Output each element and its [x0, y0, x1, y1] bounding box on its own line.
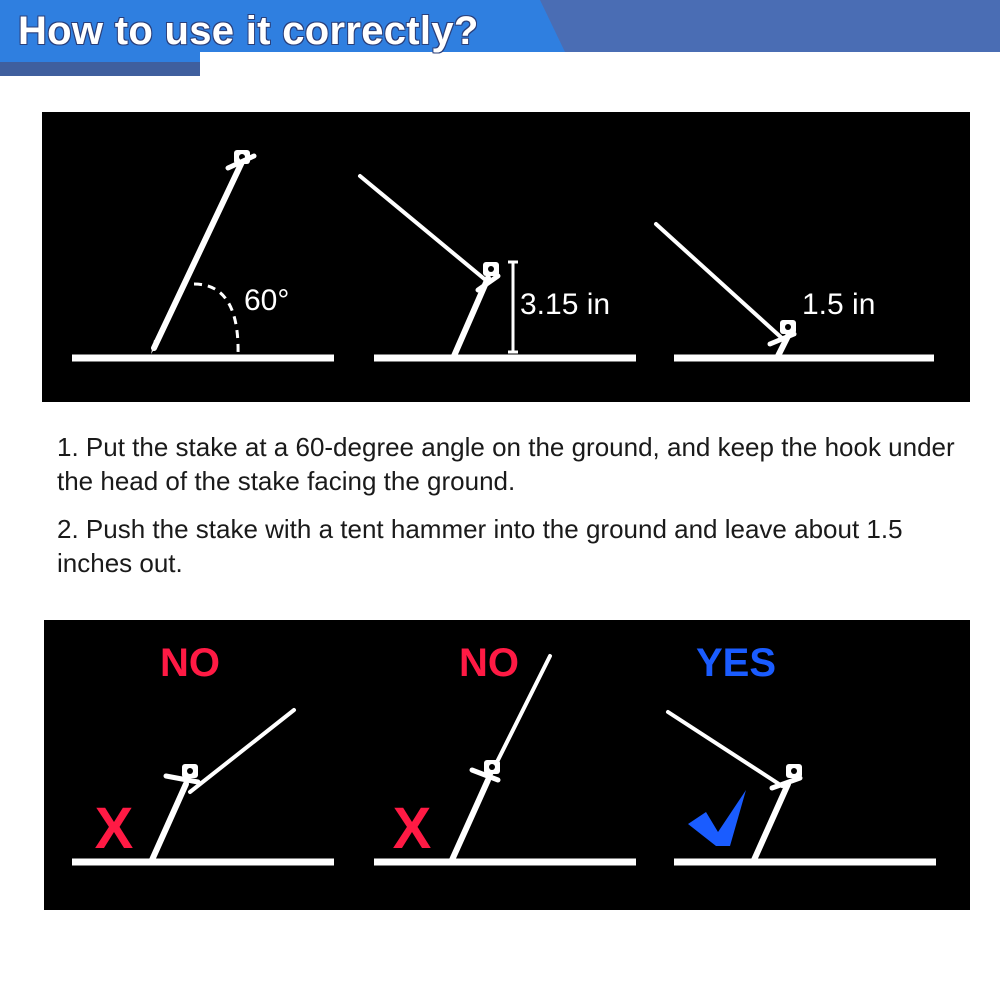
- verdict-panel: [44, 620, 970, 910]
- header-banner: [0, 0, 1000, 76]
- guy-rope: [656, 224, 784, 340]
- tent-stake: [154, 162, 242, 348]
- instruction-step-2: 2. Push the stake with a tent hammer into the ground and leave about 1.5 inches out.: [57, 514, 903, 578]
- page-title: How to use it correctly?: [18, 9, 479, 53]
- verdict-diagram: [44, 620, 970, 910]
- step-angle-diagram: [72, 150, 334, 358]
- guy-rope: [360, 176, 488, 282]
- step-exposed-diagram: [656, 224, 934, 358]
- exposed-length-label: 1.5 in: [802, 288, 876, 321]
- tent-stake: [452, 780, 488, 860]
- angle-arc: [194, 284, 238, 356]
- stake-head-icon: [772, 764, 802, 788]
- instruction-step-1: 1. Put the stake at a 60-degree angle on the ground, and keep the hook under the head of the stake facing the ground.: [57, 432, 955, 496]
- height-label: 3.15 in: [520, 288, 611, 321]
- verdict-label: NO: [459, 641, 519, 685]
- tent-stake: [754, 784, 788, 860]
- tent-stake: [152, 784, 186, 860]
- verdict-correct: [668, 641, 936, 862]
- x-mark-icon: X: [94, 796, 134, 861]
- stake-head-icon: [166, 764, 198, 782]
- steps-panel: [42, 112, 970, 402]
- steps-diagram: [42, 112, 970, 402]
- step-depth-diagram: [360, 176, 636, 358]
- verdict-label: YES: [695, 641, 777, 685]
- guy-rope: [668, 712, 782, 786]
- angle-label: 60°: [244, 284, 290, 317]
- stake-head-icon: [472, 760, 500, 780]
- guy-rope: [190, 710, 294, 792]
- x-mark-icon: X: [392, 796, 432, 861]
- instructions: [57, 430, 977, 594]
- check-mark-icon: [688, 790, 746, 846]
- verdict-wrong-upright: [374, 641, 636, 862]
- tent-stake-lower: [454, 278, 488, 356]
- verdict-wrong-lean: [72, 641, 334, 862]
- verdict-label: NO: [160, 641, 220, 685]
